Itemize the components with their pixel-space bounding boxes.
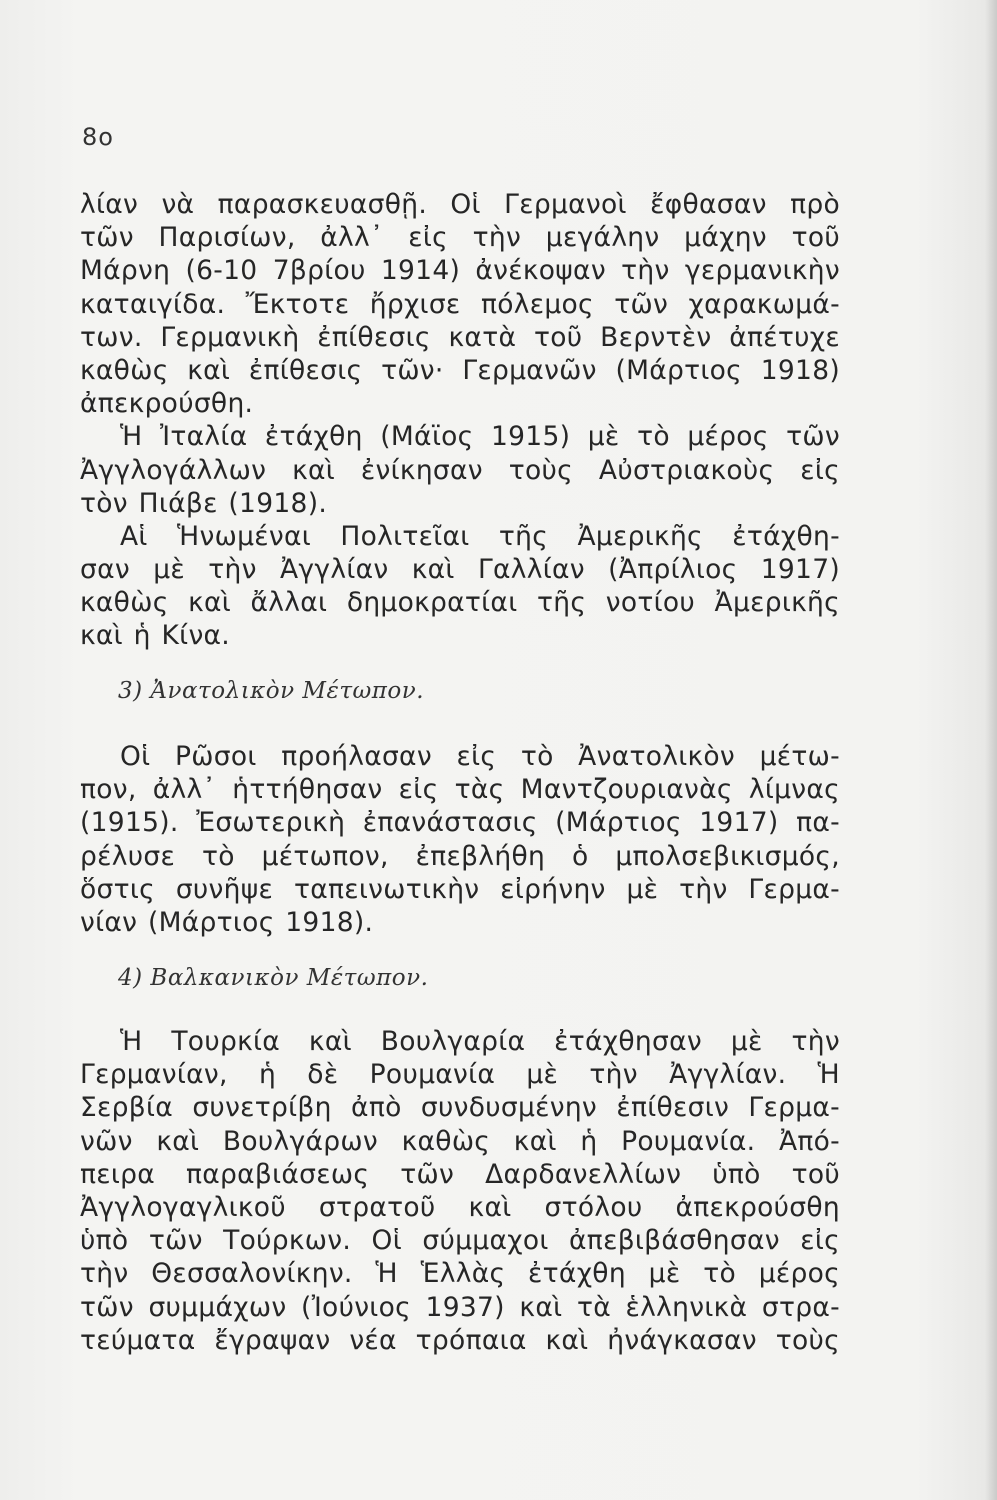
text-line: πον, ἀλλ᾽ ἡττήθησαν εἰς τὰς Μαντζουριανὰς λίμνας <box>80 774 840 806</box>
text-line: νίαν (Μάρτιος 1918). <box>80 906 374 938</box>
text-line: τὴν Θεσσαλονίκην. Ἡ Ἑλλὰς ἐτάχθη μὲ τὸ μέρος <box>80 1258 840 1290</box>
text-line: ὅστις συνῆψε ταπεινωτικὴν εἰρήνην μὲ τὴν Γερμα- <box>80 873 840 905</box>
text-line: (1915). Ἐσωτερικὴ ἐπανάστασις (Μάρτιος 1917) πα- <box>80 807 840 839</box>
text-line: σαν μὲ τὴν Ἀγγλίαν καὶ Γαλλίαν (Ἀπρίλιος 1917) <box>80 554 840 586</box>
text-line: καθὼς καὶ ἐπίθεσις τῶν· Γερμανῶν (Μάρτιος 1918) <box>80 354 840 386</box>
text-line: τῶν Παρισίων, ἀλλ᾽ εἰς τὴν μεγάλην μάχην τοῦ <box>80 222 840 254</box>
text-line: λίαν νὰ παρασκευασθῇ. Οἱ Γερμανοὶ ἔφθασαν πρὸ <box>80 189 840 220</box>
text-line: των. Γερμανικὴ ἐπίθεσις κατὰ τοῦ Βερντὲν ἀπέτυχε <box>80 321 840 353</box>
text-line: Ἀγγλογαγλικοῦ στρατοῦ καὶ στόλου ἀπεκρούσθη <box>80 1191 840 1223</box>
text-line: Οἱ Ρῶσοι προήλασαν εἰς τὸ Ἀνατολικὸν μέτω- <box>120 741 840 772</box>
section-heading-eastern-front: 3) Ἀνατολικὸν Μέτωπον. <box>118 678 425 704</box>
text-line: Ἀγγλογάλλων καὶ ἐνίκησαν τοὺς Αὐστριακοὺς εἰς <box>80 454 840 486</box>
paragraph-block-eastern-front <box>80 740 840 939</box>
text-line: καθὼς καὶ ἄλλαι δημοκρατίαι τῆς νοτίου Ἀμερικῆς <box>80 587 840 619</box>
text-line: πειρα παραβιάσεως τῶν Δαρδανελλίων ὑπὸ τοῦ <box>80 1158 840 1190</box>
text-line: καὶ ἡ Κίνα. <box>80 620 231 652</box>
section-heading-balkan-front: 4) Βαλκανικὸν Μέτωπον. <box>118 965 429 991</box>
paragraph-block-western-front <box>80 188 840 653</box>
text-line: τεύματα ἔγραψαν νέα τρόπαια καὶ ἠνάγκασαν τοὺς <box>80 1324 840 1356</box>
text-line: Μάρνη (6-10 7βρίου 1914) ἀνέκοψαν τὴν γερμανικὴν <box>80 255 840 287</box>
text-line: Γερμανίαν, ἡ δὲ Ρουμανία μὲ τὴν Ἀγγλίαν. Ἡ <box>80 1059 840 1091</box>
text-line: Ἡ Ἰταλία ἐτάχθη (Μάϊος 1915) μὲ τὸ μέρος τῶν <box>120 421 840 453</box>
text-line: νῶν καὶ Βουλγάρων καθὼς καὶ ἡ Ρουμανία. Ἀπό- <box>80 1125 840 1157</box>
page-number: 8ο <box>82 123 114 151</box>
text-line: Ἡ Τουρκία καὶ Βουλγαρία ἐτάχθησαν μὲ τὴν <box>120 1026 840 1057</box>
text-line: ἀπεκρούσθη. <box>80 388 254 420</box>
text-line: ρέλυσε τὸ μέτωπον, ἐπεβλήθη ὁ μπολσεβικισμός, <box>80 840 840 872</box>
text-line: τὸν Πιάβε (1918). <box>80 487 328 519</box>
page-edge-shadow <box>985 0 997 1500</box>
text-line: Αἱ Ἡνωμέναι Πολιτεῖαι τῆς Ἀμερικῆς ἐτάχθη- <box>120 520 840 552</box>
paragraph-block-balkan-front <box>80 1025 840 1357</box>
text-line: Σερβία συνετρίβη ἀπὸ συνδυσμένην ἐπίθεσιν Γερμα- <box>80 1092 840 1124</box>
text-line: ὑπὸ τῶν Τούρκων. Οἱ σύμμαχοι ἀπεβιβάσθησαν εἰς <box>80 1225 840 1257</box>
text-line: καταιγίδα. Ἔκτοτε ἤρχισε πόλεμος τῶν χαρακωμά- <box>80 288 840 320</box>
text-line: τῶν συμμάχων (Ἰούνιος 1937) καὶ τὰ ἑλληνικὰ στρα- <box>80 1291 840 1323</box>
